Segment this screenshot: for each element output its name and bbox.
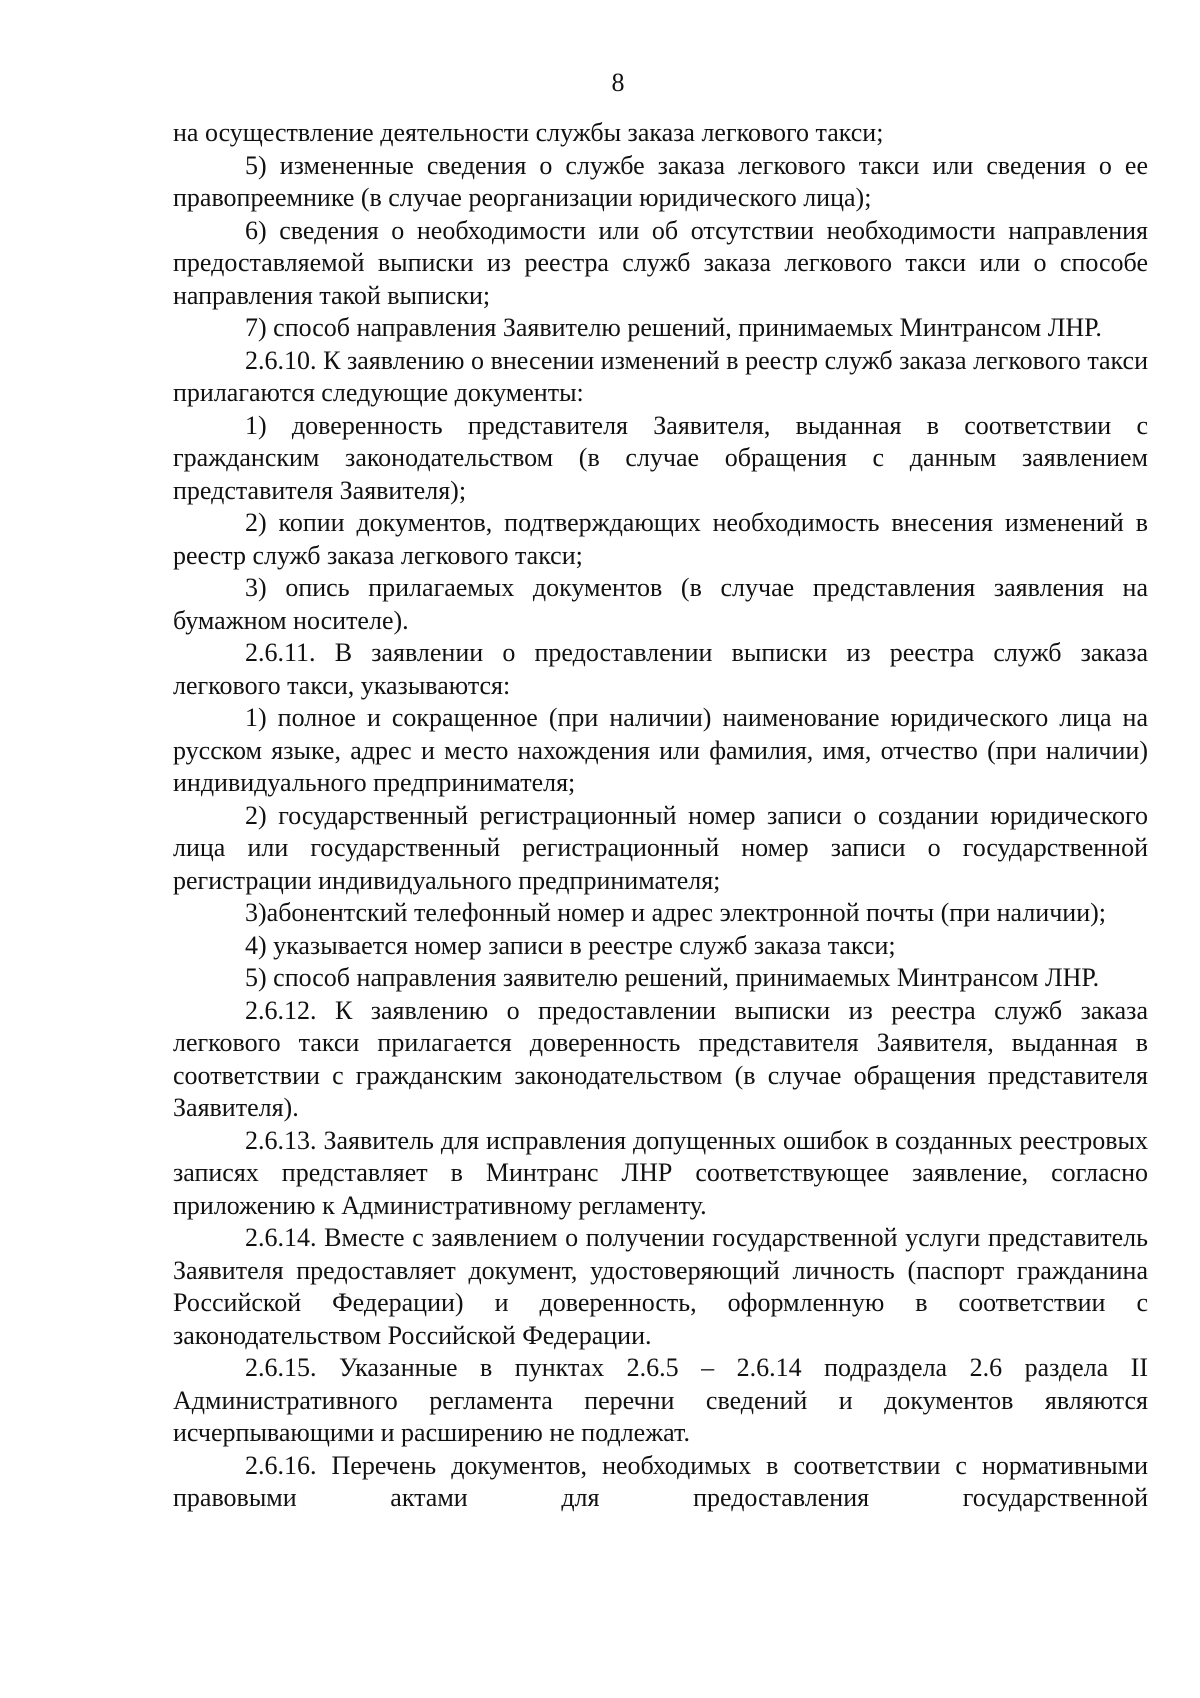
document-body	[173, 117, 1148, 1515]
paragraph: 6) сведения о необходимости или об отсутствии необходимости направления предоставляемой выписки из реестра служб заказа легкового такси или о способе направления такой выписки;	[173, 215, 1148, 310]
paragraph: 2.6.15. Указанные в пунктах 2.6.5 – 2.6.14 подраздела 2.6 раздела II Административного регламента перечни сведений и документов являются исчерпывающими и расширению не подлежат.	[173, 1353, 1148, 1447]
paragraph: 5) способ направления заявителю решений, принимаемых Минтрансом ЛНР.	[245, 963, 1100, 992]
paragraph: 3) опись прилагаемых документов (в случае представления заявления на бумажном носителе).	[173, 573, 1148, 635]
paragraph: 2) копии документов, подтверждающих необходимость внесения изменений в реестр служб заказа легкового такси;	[173, 508, 1148, 570]
paragraph: 3)абонентский телефонный номер и адрес электронной почты (при наличии);	[245, 898, 1106, 927]
paragraph: 2.6.11. В заявлении о предоставлении выписки из реестра служб заказа легкового такси, указываются:	[173, 638, 1148, 700]
paragraph: 1) доверенность представителя Заявителя, выданная в соответствии с гражданским законодательством (в случае обращения с данным заявлением представителя Заявителя);	[173, 410, 1148, 505]
paragraph: 1) полное и сокращенное (при наличии) наименование юридического лица на русском языке, адрес и место нахождения или фамилия, имя, отчество (при наличии) индивидуального предпринимателя;	[173, 703, 1148, 797]
paragraph: 7) способ направления Заявителю решений, принимаемых Минтрансом ЛНР.	[245, 313, 1102, 342]
paragraph: 4) указывается номер записи в реестре служб заказа такси;	[245, 930, 896, 960]
paragraph: 2.6.13. Заявитель для исправления допущенных ошибок в созданных реестровых записях представляет в Минтранс ЛНР соответствующее заявление, согласно приложению к Административному регламенту.	[173, 1125, 1148, 1220]
paragraph: 2.6.10. К заявлению о внесении изменений в реестр служб заказа легкового такси прилагаются следующие документы:	[173, 345, 1148, 407]
paragraph: 2.6.16. Перечень документов, необходимых в соответствии с нормативными правовыми актами для предоставления государственной	[173, 1450, 1148, 1512]
paragraph: на осуществление деятельности службы заказа легкового такси;	[173, 118, 884, 147]
paragraph: 2.6.12. К заявлению о предоставлении выписки из реестра служб заказа легкового такси прилагается доверенность представителя Заявителя, выданная в соответствии с гражданским законодательством (в случае обращения представителя Заявителя).	[173, 995, 1148, 1122]
page-number: 8	[611, 68, 625, 97]
paragraph: 5) измененные сведения о службе заказа легкового такси или сведения о ее правопреемнике (в случае реорганизации юридического лица);	[173, 150, 1148, 212]
paragraph: 2.6.14. Вместе с заявлением о получении государственной услуги представитель Заявителя предоставляет документ, удостоверяющий личность (паспорт гражданина Российской Федерации) и доверенность, оформленную в соответствии с законодательством Российской Федерации.	[173, 1223, 1148, 1350]
paragraph: 2) государственный регистрационный номер записи о создании юридического лица или государственный регистрационный номер записи о государственной регистрации индивидуального предпринимателя;	[173, 800, 1148, 895]
